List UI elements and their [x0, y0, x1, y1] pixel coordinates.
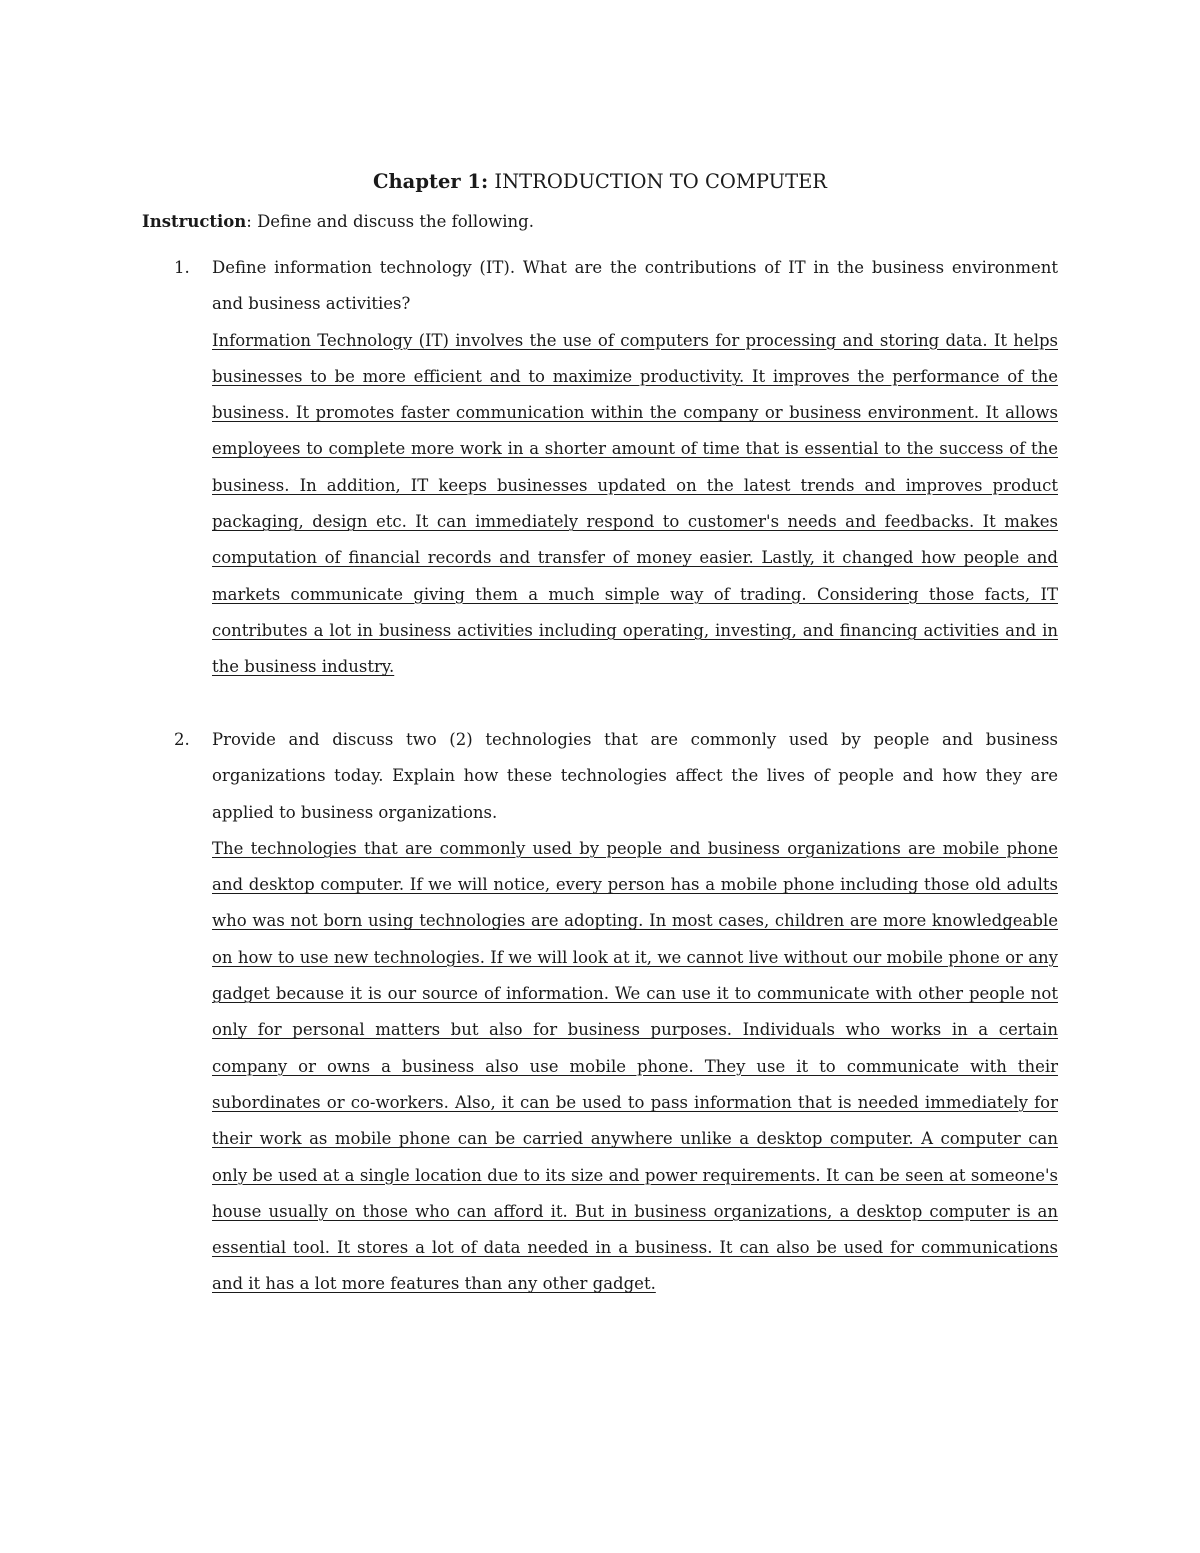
instruction-label: Instruction — [142, 212, 247, 231]
list-item-number: 2. — [174, 730, 190, 749]
answer-text: The technologies that are commonly used by people and business organizations are mobile phone and desktop computer. If we will notice, every person has a mobile phone including those old adults who was not born using technologies are adopting. In most cases, children are more knowledgeable on how to use new technologies. If we will look at it, we cannot live without our mobile phone or any gadget because it is our source of information. We can use it to communicate with other people not only for personal matters but also for business purposes. Individuals who works in a certain company or owns a business also use mobile phone. They use it to communicate with their subordinates or co-workers. Also, it can be used to pass information that is needed immediately for their work as mobile phone can be carried anywhere unlike a desktop computer. A computer can only be used at a single location due to its size and power requirements. It can be seen at someone's house usually on those who can afford it. But in business organizations, a desktop computer is an essential tool. It stores a lot of data needed in a business. It can also be used for communications and it has a lot more features than any other gadget. — [212, 838, 1058, 1294]
list-item-body — [212, 722, 1058, 1303]
list-item-number: 1. — [174, 258, 190, 277]
answer-text: Information Technology (IT) involves the use of computers for processing and storing data. It helps businesses to be more efficient and to maximize productivity. It improves the performance of the business. It promotes faster communication within the company or business environment. It allows employees to complete more work in a shorter amount of time that is essential to the success of the business. In addition, IT keeps businesses updated on the latest trends and improves product packaging, design etc. It can immediately respond to customer's needs and feedbacks. It makes computation of financial records and transfer of money easier. Lastly, it changed how people and markets communicate giving them a much simple way of trading. Considering those facts, IT contributes a lot in business activities including operating, investing, and financing activities and in the business industry. — [212, 330, 1058, 677]
chapter-title-bold: Chapter 1: — [372, 170, 489, 193]
chapter-title-text: INTRODUCTION TO COMPUTER — [488, 170, 827, 193]
instruction-line — [142, 212, 534, 231]
list-item-body — [212, 250, 1058, 686]
chapter-title — [0, 170, 1200, 193]
question-text: Define information technology (IT). What are the contributions of IT in the business environment and business activities? — [212, 258, 1058, 314]
question-text: Provide and discuss two (2) technologies that are commonly used by people and business organizations today. Explain how these technologies affect the lives of people and how they are applied to business organizations. — [212, 730, 1058, 822]
instruction-text: : Define and discuss the following. — [246, 212, 534, 231]
